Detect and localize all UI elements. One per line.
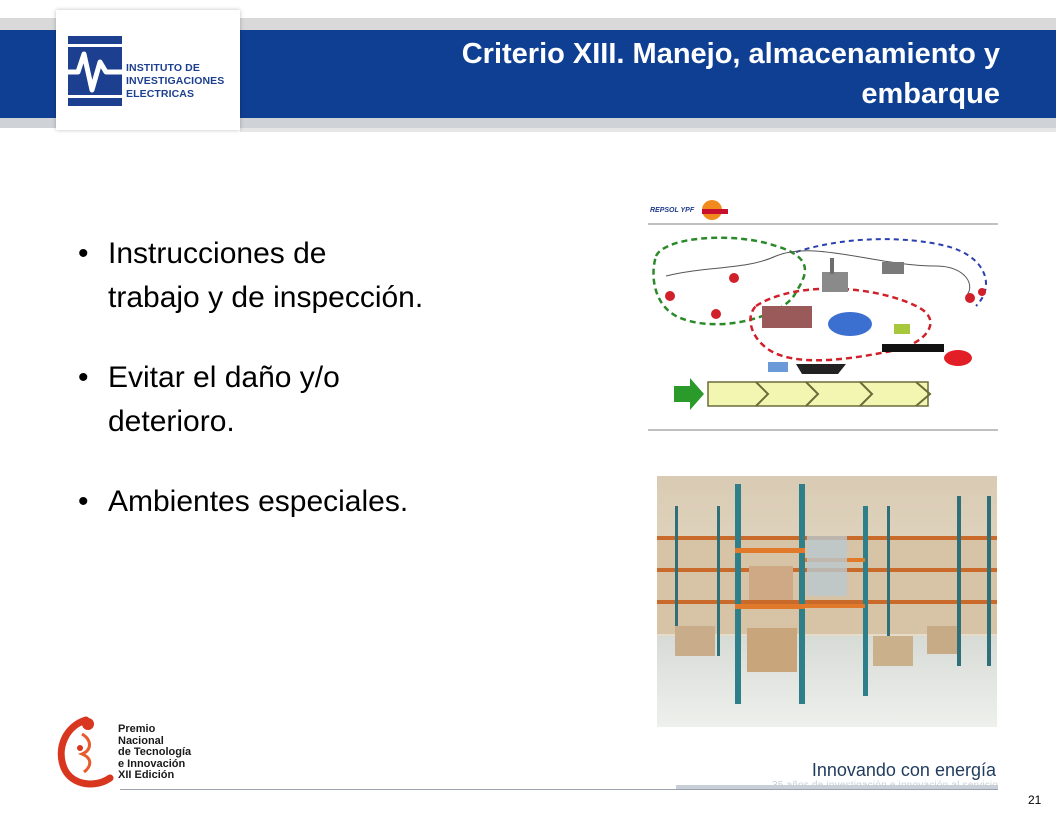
- award-line: Nacional: [118, 734, 164, 747]
- bullet-line: deterioro.: [108, 405, 235, 438]
- title-line-2: embarque: [861, 78, 1000, 110]
- award-line: Premio: [118, 723, 156, 735]
- bullet-line: Instrucciones de: [108, 237, 327, 270]
- title-line-1: Criterio XIII. Manejo, almacenamiento y: [461, 38, 1000, 70]
- award-line: e Innovación: [118, 757, 186, 770]
- iie-logo-icon: [68, 36, 122, 106]
- bullet-dot-icon: •: [78, 361, 89, 394]
- warehouse-racks-photo: [657, 476, 997, 727]
- institute-logo: [56, 10, 240, 130]
- bullet-item: [78, 480, 538, 524]
- supply-chain-diagram: [646, 196, 1002, 436]
- bullet-dot-icon: •: [78, 237, 89, 270]
- repsol-logo-text: REPSOL YPF: [650, 207, 695, 214]
- bullet-line: trabajo y de inspección.: [108, 281, 424, 314]
- bullet-item: [78, 356, 538, 444]
- slide-title: [300, 34, 1000, 114]
- bullet-list: [78, 232, 538, 560]
- page-number: 21: [1028, 793, 1042, 807]
- slogan: Innovando con energía: [811, 760, 996, 780]
- logo-line: INSTITUTO DE: [126, 62, 200, 74]
- award-text: [118, 724, 218, 782]
- logo-line: INVESTIGACIONES: [126, 75, 225, 87]
- bullet-dot-icon: •: [78, 485, 89, 518]
- bullet-line: Ambientes especiales.: [108, 485, 409, 518]
- logo-line: ELECTRICAS: [126, 88, 195, 100]
- bullet-line: Evitar el daño y/o: [108, 361, 340, 394]
- bullet-item: [78, 232, 538, 320]
- header-bottom-strip-light: [240, 128, 1056, 132]
- award-line: de Tecnología: [118, 746, 192, 758]
- award-line: XII Edición: [118, 769, 175, 781]
- footer-divider: [120, 789, 998, 790]
- logo-text: [126, 62, 236, 101]
